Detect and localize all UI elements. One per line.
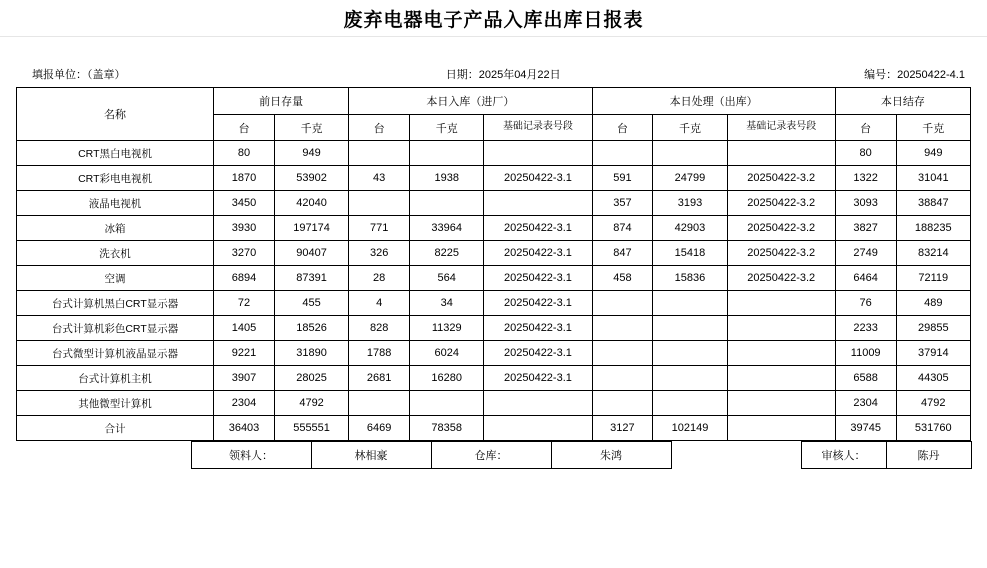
total-out-kg: 102149 xyxy=(653,416,727,441)
table-row xyxy=(17,391,971,416)
row-name: 台式计算机黑白CRT显示器 xyxy=(17,291,214,316)
cell-bal-kg: 188235 xyxy=(896,216,970,241)
cell-bal-kg: 72119 xyxy=(896,266,970,291)
row-name: 冰箱 xyxy=(17,216,214,241)
auditor-label: 审核人： xyxy=(801,442,886,469)
total-bal-tai: 39745 xyxy=(835,416,896,441)
report-date-label: 日期：2025年04月22日 xyxy=(445,69,561,81)
cell-in-tai xyxy=(349,141,410,166)
cell-prev-kg: 28025 xyxy=(274,366,348,391)
cell-prev-kg: 455 xyxy=(274,291,348,316)
report-serial-label: 编号：20250422-4.1 xyxy=(864,69,965,81)
cell-in-doc: 20250422-3.1 xyxy=(484,266,592,291)
cell-out-tai xyxy=(592,316,653,341)
cell-in-doc xyxy=(484,391,592,416)
table-row xyxy=(17,191,971,216)
cell-prev-tai: 1405 xyxy=(214,316,275,341)
cell-in-doc: 20250422-3.1 xyxy=(484,366,592,391)
cell-out-tai: 591 xyxy=(592,166,653,191)
total-out-doc xyxy=(727,416,835,441)
cell-prev-tai: 80 xyxy=(214,141,275,166)
cell-bal-tai: 1322 xyxy=(835,166,896,191)
header-out-doc: 基础记录表号段 xyxy=(727,115,835,141)
cell-out-doc: 20250422-3.2 xyxy=(727,241,835,266)
header-out-tai: 台 xyxy=(592,115,653,141)
header-group-out: 本日处理（出库） xyxy=(592,88,835,115)
cell-out-doc xyxy=(727,141,835,166)
signature-table xyxy=(16,441,972,469)
cell-out-tai: 357 xyxy=(592,191,653,216)
header-name: 名称 xyxy=(17,88,214,141)
total-label: 合计 xyxy=(17,416,214,441)
cell-prev-kg: 18526 xyxy=(274,316,348,341)
table-row xyxy=(17,166,971,191)
total-in-kg: 78358 xyxy=(410,416,484,441)
cell-in-tai: 28 xyxy=(349,266,410,291)
cell-bal-tai: 2304 xyxy=(835,391,896,416)
report-table xyxy=(16,87,971,441)
cell-in-kg: 1938 xyxy=(410,166,484,191)
cell-bal-tai: 2233 xyxy=(835,316,896,341)
cell-in-doc: 20250422-3.1 xyxy=(484,291,592,316)
title-spacer xyxy=(0,37,987,61)
cell-in-doc: 20250422-3.1 xyxy=(484,341,592,366)
table-row xyxy=(17,141,971,166)
cell-in-kg: 16280 xyxy=(410,366,484,391)
row-name: CRT彩电电视机 xyxy=(17,166,214,191)
cell-out-kg xyxy=(653,316,727,341)
cell-out-doc xyxy=(727,341,835,366)
cell-in-tai: 1788 xyxy=(349,341,410,366)
cell-bal-kg: 38847 xyxy=(896,191,970,216)
header-in-kg: 千克 xyxy=(410,115,484,141)
table-row xyxy=(17,266,971,291)
row-name: 台式计算机彩色CRT显示器 xyxy=(17,316,214,341)
cell-in-kg xyxy=(410,141,484,166)
cell-out-kg xyxy=(653,291,727,316)
total-in-tai: 6469 xyxy=(349,416,410,441)
auditor-value: 陈丹 xyxy=(886,442,971,469)
cell-prev-tai: 72 xyxy=(214,291,275,316)
warehouse-value: 朱鸿 xyxy=(551,442,671,469)
picker-label: 领料人： xyxy=(191,442,311,469)
cell-out-kg: 15418 xyxy=(653,241,727,266)
total-prev-tai: 36403 xyxy=(214,416,275,441)
cell-in-kg: 8225 xyxy=(410,241,484,266)
reporting-unit-label: 填报单位：（盖章） xyxy=(32,69,126,81)
table-row xyxy=(17,316,971,341)
cell-prev-kg: 42040 xyxy=(274,191,348,216)
cell-in-kg: 564 xyxy=(410,266,484,291)
cell-prev-tai: 6894 xyxy=(214,266,275,291)
signature-row xyxy=(16,442,971,469)
cell-out-doc xyxy=(727,316,835,341)
cell-in-doc: 20250422-3.1 xyxy=(484,241,592,266)
cell-out-kg xyxy=(653,341,727,366)
table-header-groups xyxy=(17,88,971,115)
cell-out-doc xyxy=(727,391,835,416)
cell-out-kg xyxy=(653,366,727,391)
cell-in-kg: 33964 xyxy=(410,216,484,241)
cell-prev-tai: 3450 xyxy=(214,191,275,216)
header-bal-kg: 千克 xyxy=(896,115,970,141)
cell-prev-tai: 3270 xyxy=(214,241,275,266)
cell-out-kg: 42903 xyxy=(653,216,727,241)
cell-out-tai: 458 xyxy=(592,266,653,291)
cell-out-tai xyxy=(592,291,653,316)
cell-bal-kg: 31041 xyxy=(896,166,970,191)
cell-in-tai: 828 xyxy=(349,316,410,341)
row-name: 洗衣机 xyxy=(17,241,214,266)
row-name: 空调 xyxy=(17,266,214,291)
cell-prev-tai: 9221 xyxy=(214,341,275,366)
table-row xyxy=(17,216,971,241)
header-out-kg: 千克 xyxy=(653,115,727,141)
cell-prev-kg: 53902 xyxy=(274,166,348,191)
cell-in-tai: 771 xyxy=(349,216,410,241)
total-prev-kg: 555551 xyxy=(274,416,348,441)
cell-out-kg: 3193 xyxy=(653,191,727,216)
cell-bal-kg: 949 xyxy=(896,141,970,166)
cell-out-tai xyxy=(592,391,653,416)
total-out-tai: 3127 xyxy=(592,416,653,441)
cell-bal-tai: 3093 xyxy=(835,191,896,216)
cell-in-kg: 11329 xyxy=(410,316,484,341)
header-in-tai: 台 xyxy=(349,115,410,141)
cell-out-kg xyxy=(653,391,727,416)
row-name: 其他微型计算机 xyxy=(17,391,214,416)
cell-bal-kg: 4792 xyxy=(896,391,970,416)
cell-out-doc: 20250422-3.2 xyxy=(727,266,835,291)
cell-out-tai xyxy=(592,141,653,166)
table-total-row xyxy=(17,416,971,441)
cell-bal-tai: 6588 xyxy=(835,366,896,391)
signature-gap xyxy=(671,442,801,469)
cell-prev-kg: 31890 xyxy=(274,341,348,366)
header-group-balance: 本日结存 xyxy=(835,88,970,115)
header-in-doc: 基础记录表号段 xyxy=(484,115,592,141)
cell-out-tai xyxy=(592,366,653,391)
cell-out-kg: 24799 xyxy=(653,166,727,191)
cell-in-tai xyxy=(349,191,410,216)
cell-in-doc: 20250422-3.1 xyxy=(484,216,592,241)
cell-bal-kg: 83214 xyxy=(896,241,970,266)
signature-spacer xyxy=(16,442,191,469)
cell-out-kg xyxy=(653,141,727,166)
cell-in-kg: 6024 xyxy=(410,341,484,366)
cell-out-doc xyxy=(727,291,835,316)
cell-prev-tai: 2304 xyxy=(214,391,275,416)
picker-value: 林相豪 xyxy=(311,442,431,469)
row-name: 液晶电视机 xyxy=(17,191,214,216)
cell-prev-tai: 3930 xyxy=(214,216,275,241)
cell-bal-tai: 11009 xyxy=(835,341,896,366)
meta-row xyxy=(0,61,987,87)
warehouse-label: 仓库： xyxy=(431,442,551,469)
cell-in-tai: 4 xyxy=(349,291,410,316)
cell-prev-kg: 87391 xyxy=(274,266,348,291)
cell-bal-kg: 44305 xyxy=(896,366,970,391)
table-row xyxy=(17,291,971,316)
table-row xyxy=(17,341,971,366)
cell-in-doc xyxy=(484,191,592,216)
header-prev-kg: 千克 xyxy=(274,115,348,141)
cell-prev-kg: 949 xyxy=(274,141,348,166)
cell-out-tai: 874 xyxy=(592,216,653,241)
cell-bal-tai: 2749 xyxy=(835,241,896,266)
cell-prev-tai: 1870 xyxy=(214,166,275,191)
title-row xyxy=(0,0,987,37)
cell-prev-tai: 3907 xyxy=(214,366,275,391)
row-name: 台式计算机主机 xyxy=(17,366,214,391)
table-row xyxy=(17,241,971,266)
cell-out-doc: 20250422-3.2 xyxy=(727,166,835,191)
table-body xyxy=(17,141,971,441)
cell-in-tai: 2681 xyxy=(349,366,410,391)
cell-in-kg xyxy=(410,191,484,216)
cell-bal-tai: 80 xyxy=(835,141,896,166)
cell-bal-kg: 29855 xyxy=(896,316,970,341)
cell-prev-kg: 90407 xyxy=(274,241,348,266)
header-prev-tai: 台 xyxy=(214,115,275,141)
cell-in-kg: 34 xyxy=(410,291,484,316)
cell-out-tai xyxy=(592,341,653,366)
cell-out-tai: 847 xyxy=(592,241,653,266)
row-name: 台式微型计算机液晶显示器 xyxy=(17,341,214,366)
cell-bal-kg: 37914 xyxy=(896,341,970,366)
cell-out-doc xyxy=(727,366,835,391)
cell-prev-kg: 197174 xyxy=(274,216,348,241)
cell-in-tai: 326 xyxy=(349,241,410,266)
cell-in-doc xyxy=(484,141,592,166)
cell-in-tai xyxy=(349,391,410,416)
total-in-doc xyxy=(484,416,592,441)
cell-bal-tai: 6464 xyxy=(835,266,896,291)
cell-in-tai: 43 xyxy=(349,166,410,191)
table-row xyxy=(17,366,971,391)
cell-in-doc: 20250422-3.1 xyxy=(484,166,592,191)
cell-bal-tai: 3827 xyxy=(835,216,896,241)
cell-prev-kg: 4792 xyxy=(274,391,348,416)
row-name: CRT黑白电视机 xyxy=(17,141,214,166)
cell-in-doc: 20250422-3.1 xyxy=(484,316,592,341)
header-bal-tai: 台 xyxy=(835,115,896,141)
total-bal-kg: 531760 xyxy=(896,416,970,441)
header-group-prev: 前日存量 xyxy=(214,88,349,115)
cell-out-doc: 20250422-3.2 xyxy=(727,216,835,241)
cell-in-kg xyxy=(410,391,484,416)
cell-out-kg: 15836 xyxy=(653,266,727,291)
cell-bal-tai: 76 xyxy=(835,291,896,316)
cell-out-doc: 20250422-3.2 xyxy=(727,191,835,216)
cell-bal-kg: 489 xyxy=(896,291,970,316)
header-group-in: 本日入库（进厂） xyxy=(349,88,592,115)
page-title: 废弃电器电子产品入库出库日报表 xyxy=(343,9,644,31)
